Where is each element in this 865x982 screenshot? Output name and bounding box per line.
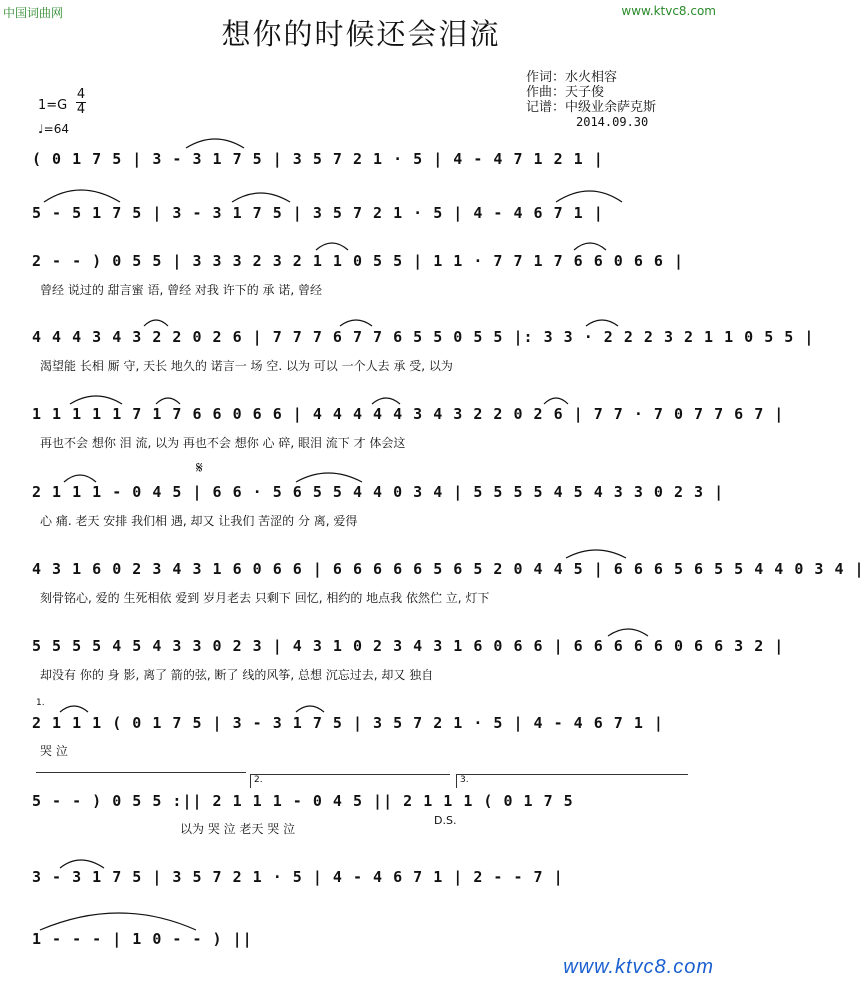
tempo-marking: ♩=64 (38, 122, 69, 136)
transcriber-credit: 记谱：中级业余萨克斯 (526, 100, 657, 115)
key-signature: 1=G (38, 98, 68, 113)
slur-20 (60, 860, 104, 868)
slur-1 (186, 139, 244, 148)
slur-5 (316, 243, 348, 250)
slur-16 (566, 550, 626, 558)
meter-top: 4 (76, 87, 86, 102)
score-line-1: ( 0 1 7 5 | 3 - 3 1 7 5 | 3 5 7 2 1 · 5 | 4 - 4 7 1 2 1 | (32, 150, 604, 168)
lyric-line-3: 曾经 说过的 甜言蜜 语, 曾经 对我 许下的 承 诺, 曾经 (40, 283, 322, 297)
slur-11 (156, 398, 180, 404)
meter-bottom: 4 (76, 102, 86, 117)
lyric-line-5: 再也不会 想你 泪 流, 以为 再也不会 想你 心 碎, 眼泪 流下 才 体会这 (40, 436, 406, 450)
slur-12 (372, 398, 400, 404)
slur-2 (44, 190, 120, 202)
lyric-line-8: 却没有 你的 身 影, 离了 箭的弦, 断了 线的风筝, 总想 沉忘过去, 却又 独自 (40, 668, 434, 682)
score-line-11: 3 - 3 1 7 5 | 3 5 7 2 1 · 5 | 4 - 4 6 7 1 | 2 - - 7 | (32, 868, 564, 886)
watermark-top-right: www.ktvc8.com (621, 4, 716, 18)
slur-14 (64, 475, 96, 482)
watermark-bottom-right: www.ktvc8.com (563, 956, 714, 978)
segno-sign: 𝄋 (196, 458, 203, 477)
lyricist-credit: 作词：水火相容 (526, 70, 618, 85)
lyric-line-9: 哭 泣 (40, 744, 68, 758)
lyric-line-10: 以为 哭 泣 老天 哭 泣 (180, 822, 296, 836)
score-line-4: 4 4 4 3 4 3 2 2 0 2 6 | 7 7 7 6 7 7 6 5 5 0 5 5 |: 3 3 · 2 2 2 3 2 1 1 0 5 5 | (32, 328, 815, 346)
composer-credit: 作曲：天子俊 (526, 85, 605, 100)
date-credit: 2014.09.30 (576, 115, 649, 129)
slur-4 (556, 191, 622, 202)
score-line-9: 2 1 1 1 ( 0 1 7 5 | 3 - 3 1 7 5 | 3 5 7 2 1 · 5 | 4 - 4 6 7 1 | (32, 714, 664, 732)
slur-9 (586, 320, 618, 326)
score-line-5: 1 1 1 1 1 7 1 7 6 6 0 6 6 | 4 4 4 4 4 3 4 3 2 2 0 2 6 | 7 7 · 7 0 7 7 6 7 | (32, 405, 785, 423)
slur-15 (296, 473, 362, 482)
ds-marking: D.S. (434, 814, 457, 827)
volta-1-label: 1. (36, 698, 45, 708)
slur-7 (144, 320, 168, 326)
slur-6 (574, 243, 606, 250)
slur-18 (60, 706, 88, 712)
slur-17 (608, 629, 648, 636)
slur-13 (544, 398, 568, 404)
slur-21 (40, 913, 196, 930)
slur-19 (296, 706, 324, 712)
score-line-2: 5 - 5 1 7 5 | 3 - 3 1 7 5 | 3 5 7 2 1 · 5 | 4 - 4 6 7 1 | (32, 204, 604, 222)
song-title: 想你的时候还会泪流 (221, 17, 501, 51)
slur-8 (340, 320, 372, 326)
lyric-line-7: 刻骨铭心, 爱的 生死相依 爱到 岁月老去 只剩下 回忆, 相约的 地点我 依然伫 立, 灯下 (40, 591, 490, 605)
score-line-12: 1 - - - | 1 0 - - ) || (32, 930, 253, 948)
volta-3-label: 3. (460, 775, 469, 785)
volta-2-label: 2. (254, 775, 263, 785)
score-line-8: 5 5 5 5 4 5 4 3 3 0 2 3 | 4 3 1 0 2 3 4 3 1 6 0 6 6 | 6 6 6 6 6 0 6 6 3 2 | (32, 637, 785, 655)
lyric-line-6: 心 痛. 老天 安排 我们相 遇, 却又 让我们 苦涩的 分 离, 爱得 (40, 514, 358, 528)
watermark-top-left: 中国词曲网 (3, 6, 64, 20)
score-line-10: 5 - - ) 0 5 5 :|| 2 1 1 1 - 0 4 5 || 2 1 1 1 ( 0 1 7 5 (32, 792, 574, 810)
score-line-6: 2 1 1 1 - 0 4 5 | 6 6 · 5 6 5 5 4 4 0 3 4 | 5 5 5 5 4 5 4 3 3 0 2 3 | (32, 483, 725, 501)
slur-10 (70, 396, 122, 404)
score-line-7: 4 3 1 6 0 2 3 4 3 1 6 0 6 6 | 6 6 6 6 6 5 6 5 2 0 4 4 5 | 6 6 6 5 6 5 5 4 4 0 3 4 | (32, 560, 865, 578)
slur-3 (232, 193, 290, 202)
lyric-line-4: 渴望能 长相 厮 守, 天长 地久的 诺言一 场 空. 以为 可以 一个人去 承 受, 以为 (40, 359, 453, 373)
score-line-3: 2 - - ) 0 5 5 | 3 3 3 2 3 2 1 1 0 5 5 | 1 1 · 7 7 1 7 6 6 0 6 6 | (32, 252, 684, 270)
